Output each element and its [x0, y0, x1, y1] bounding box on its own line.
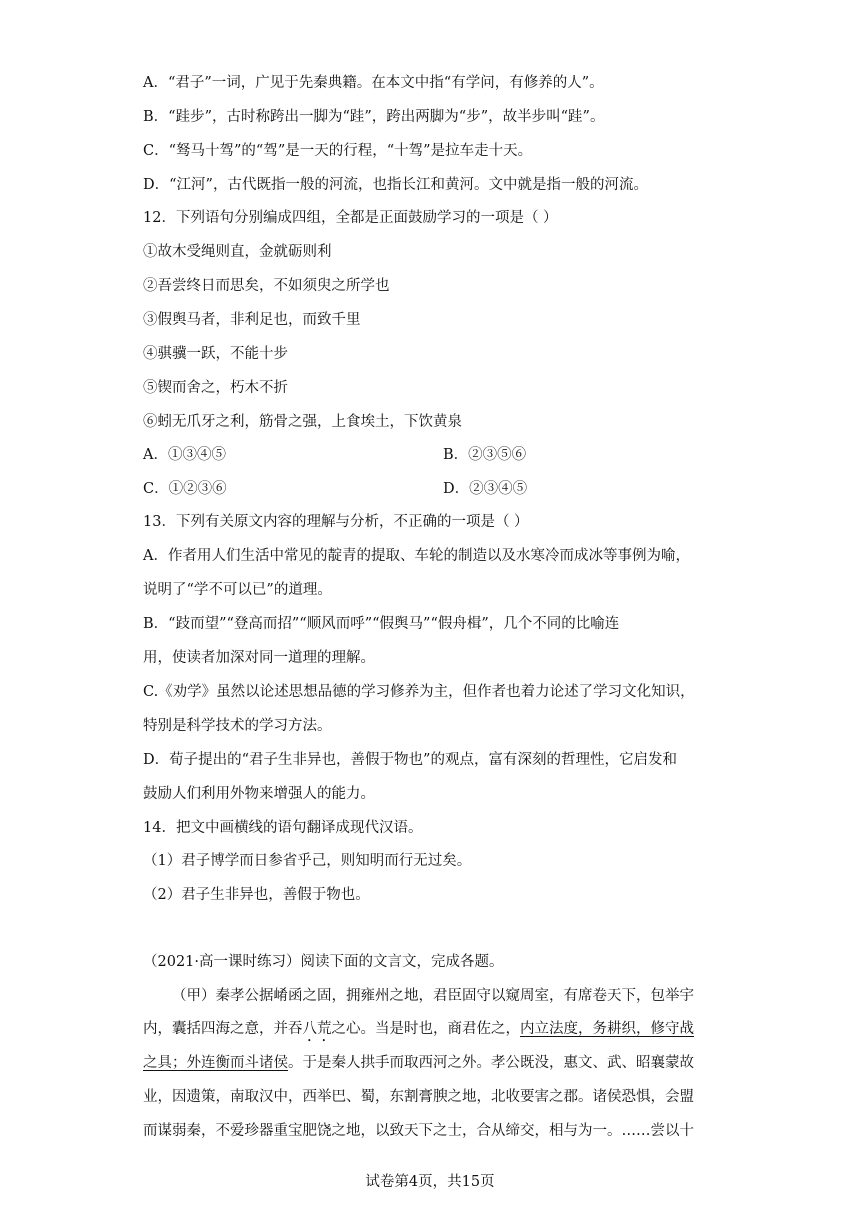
q12-item-3: ③假舆马者，非利足也，而致千里 — [143, 312, 361, 328]
q12-item-1: ①故木受绳则直，金就砺则利 — [143, 244, 332, 260]
q13-option-b-line2: 用，使读者加深对同一道理的理解。 — [143, 650, 375, 666]
q13-option-a-line1: A．作者用人们生活中常见的靛青的提取、车轮的制造以及水寒冷而成冰等事例为喻， — [143, 548, 690, 564]
q14-sentence-2: （2）君子生非异也，善假于物也。 — [143, 887, 370, 903]
q11-option-c: C．“驽马十驾”的“驾”是一天的行程，“十驾”是拉车走十天。 — [143, 143, 533, 159]
passage-line-5: 而谋弱秦，不爱珍器重宝肥饶之地，以致天下之士，合从缔交，相与为一。……尝以十 — [143, 1123, 694, 1139]
q14-sentence-1: （1）君子博学而日参省乎己，则知明而行无过矣。 — [143, 853, 472, 869]
q11-option-a: A．“君子”一词，广见于先秦典籍。在本文中指“有学问，有修养的人”。 — [143, 75, 604, 91]
passage-line-2-text-b: 之心。当是时也，商君佐之， — [331, 1021, 520, 1037]
page-footer: 试卷第4页，共15页 — [365, 1174, 495, 1190]
q12-item-4: ④骐骥一跃，不能十步 — [143, 346, 288, 362]
passage-line-2-text-a: 内，囊括四海之意，并吞 — [143, 1021, 303, 1037]
q12-item-6: ⑥蚓无爪牙之利，筋骨之强，上食埃土，下饮黄泉 — [143, 414, 462, 430]
q12-item-5: ⑤锲而舍之，朽木不折 — [143, 380, 288, 396]
passage-line-3 — [143, 1053, 694, 1073]
q13-option-d-line1: D．荀子提出的“君子生非异也，善假于物也”的观点，富有深刻的哲理性，它启发和 — [143, 752, 677, 768]
q12-option-b: B．②③⑤⑥ — [443, 447, 527, 463]
passage-header: （2021·高一课时练习）阅读下面的文言文，完成各题。 — [143, 954, 504, 970]
passage-line-2 — [143, 1019, 694, 1045]
q13-option-d-line2: 鼓励人们利用外物来增强人的能力。 — [143, 786, 375, 802]
q11-option-b: B．“跬步”，古时称跨出一脚为“跬”，跨出两脚为“步”，故半步叫“跬”。 — [143, 109, 605, 125]
q12-option-d: D．②③④⑤ — [443, 481, 528, 497]
passage-line-1: （甲）秦孝公据崤函之固，拥雍州之地，君臣固守以窥周室，有席卷天下，包举宇 — [172, 988, 694, 1004]
q13-option-b-line1: B．“跂而望”“登高而招”“顺风而呼”“假舆马”“假舟楫”，几个不同的比喻连 — [143, 616, 620, 632]
q12-option-a: A．①③④⑤ — [143, 447, 226, 463]
passage-underlined-phrase-1: 内立法度，务耕织，修守战 — [520, 1021, 694, 1037]
q12-stem: 12．下列语句分别编成四组，全都是正面鼓励学习的一项是（ ） — [143, 210, 558, 226]
q13-option-c-line1: C.《劝学》虽然以论述思想品德的学习修养为主，但作者也着力论述了学习文化知识， — [143, 684, 695, 700]
q13-option-a-line2: 说明了“学不可以已”的道理。 — [143, 582, 332, 598]
q12-option-c: C．①②③⑥ — [143, 481, 227, 497]
q12-item-2: ②吾尝终日而思矣，不如须臾之所学也 — [143, 278, 390, 294]
q14-stem: 14．把文中画横线的语句翻译成现代汉语。 — [143, 820, 423, 836]
q13-stem: 13．下列有关原文内容的理解与分析，不正确的一项是（ ） — [143, 514, 529, 530]
passage-dotted-term: 八荒 — [302, 1021, 332, 1037]
q11-option-d: D．“江河”，古代既指一般的河流，也指长江和黄河。文中就是指一般的河流。 — [143, 177, 648, 193]
passage-line-3-text: 。于是秦人拱手而取西河之外。孝公既没，惠文、武、昭襄蒙故 — [288, 1055, 694, 1071]
passage-underlined-phrase-2: 之具；外连衡而斗诸侯 — [143, 1055, 288, 1071]
q13-option-c-line2: 特别是科学技术的学习方法。 — [143, 718, 332, 734]
passage-line-4: 业，因遗策，南取汉中，西举巴、蜀，东割膏腴之地，北收要害之郡。诸侯恐惧，会盟 — [143, 1089, 694, 1105]
